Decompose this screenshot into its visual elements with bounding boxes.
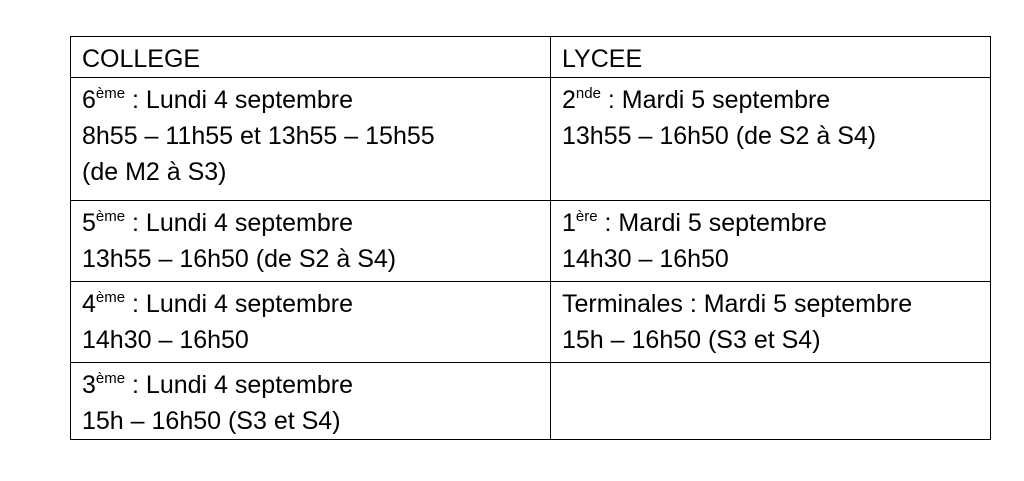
college-4eme-title: 4ème : Lundi 4 septembre xyxy=(82,289,354,318)
table-row xyxy=(71,363,991,440)
lycee-terminales-hours: 15h – 16h50 (S3 et S4) xyxy=(562,326,821,354)
lycee-2nde-title: 2nde : Mardi 5 septembre xyxy=(562,85,831,114)
lycee-terminales-cell xyxy=(551,282,991,363)
college-6eme-title: 6ème : Lundi 4 septembre xyxy=(82,85,354,114)
table-row xyxy=(71,282,991,363)
college-4eme-hours: 14h30 – 16h50 xyxy=(82,326,249,354)
college-5eme-cell xyxy=(71,201,551,282)
lycee-terminales-title: Terminales : Mardi 5 septembre xyxy=(562,290,913,318)
empty-cell xyxy=(551,363,991,440)
header-row xyxy=(71,37,991,78)
college-6eme-rooms: (de M2 à S3) xyxy=(82,158,227,186)
schedule-table xyxy=(70,36,991,440)
lycee-2nde-cell xyxy=(551,78,991,201)
college-4eme-cell xyxy=(71,282,551,363)
table-row xyxy=(71,201,991,282)
college-5eme-title: 5ème : Lundi 4 septembre xyxy=(82,208,354,237)
college-header: COLLEGE xyxy=(71,37,551,78)
college-3eme-hours: 15h – 16h50 (S3 et S4) xyxy=(82,407,341,435)
lycee-2nde-hours: 13h55 – 16h50 (de S2 à S4) xyxy=(562,122,877,150)
lycee-1ere-title: 1ère : Mardi 5 septembre xyxy=(562,208,827,237)
lycee-header: LYCEE xyxy=(551,37,991,78)
college-6eme-cell xyxy=(71,78,551,201)
lycee-1ere-hours: 14h30 – 16h50 xyxy=(562,245,729,273)
lycee-1ere-cell xyxy=(551,201,991,282)
table-row xyxy=(71,78,991,201)
college-6eme-hours: 8h55 – 11h55 et 13h55 – 15h55 xyxy=(82,122,435,150)
college-3eme-cell xyxy=(71,363,551,440)
college-3eme-title: 3ème : Lundi 4 septembre xyxy=(82,370,354,399)
college-5eme-hours: 13h55 – 16h50 (de S2 à S4) xyxy=(82,245,397,273)
